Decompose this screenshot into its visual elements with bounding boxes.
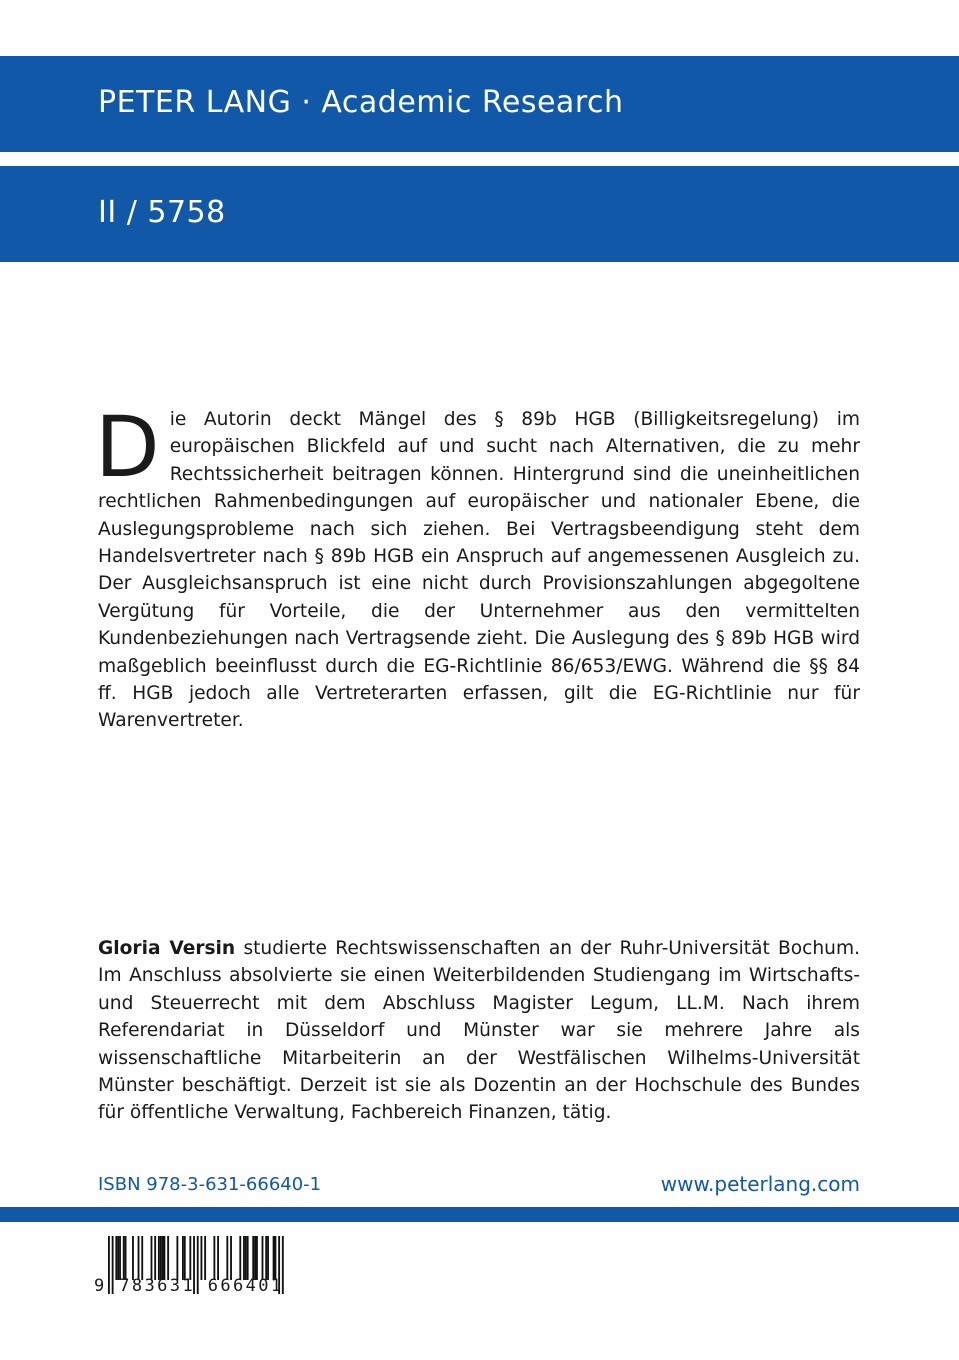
- barcode-bar: [247, 1236, 249, 1280]
- publisher-title: PETER LANG · Academic Research: [98, 85, 624, 120]
- barcode-bar: [204, 1236, 206, 1280]
- barcode-bar: [141, 1236, 143, 1280]
- publisher-banner: [0, 56, 959, 152]
- barcode-bar: [119, 1236, 121, 1280]
- drop-cap: D: [95, 398, 160, 496]
- barcode-bar: [217, 1236, 219, 1280]
- barcode-bar: [160, 1236, 162, 1280]
- barcode-bar: [213, 1236, 215, 1280]
- barcode-bar: [239, 1236, 241, 1280]
- barcode-bar: [265, 1236, 267, 1280]
- barcode-bar: [123, 1236, 125, 1280]
- barcode-bar: [167, 1236, 169, 1280]
- barcode-bar: [151, 1236, 153, 1280]
- barcode-bar: [158, 1236, 160, 1280]
- description-text: ie Autorin deckt Mängel des § 89b HGB (Billigkeitsregelung) im europäischen Blickfeld auf und sucht nach Alternativen, die zu mehr Rechtssicherheit beitragen können. Hintergrund sind die uneinheitlichen rechtlichen Rahmenbedingungen auf europäischer und nationaler Ebene, die Auslegungsprobleme nach sich ziehen. Bei Vertragsbeendigung steht dem Handelsvertreter nach § 89b HGB ein Anspruch auf angemessenen Ausgleich zu. Der Ausgleichsanspruch ist eine nicht durch Provisionszahlungen abgegoltene Vergütung für Vorteile, die der Unternehmer aus den vermittelten Kundenbeziehungen nach Vertragsende zieht. Die Auslegung des § 89b HGB wird maßgeblich beeinflusst durch die EG-Richtlinie 86/653/EWG. Während die §§ 84 ff. HGB jedoch alle Vertreterarten erfassen, gilt die EG-Richtlinie nur für Warenvertreter.: [98, 409, 860, 732]
- barcode-digits: 9 783631 666401: [94, 1276, 284, 1296]
- barcode-bar: [267, 1236, 269, 1280]
- barcode-bar: [262, 1236, 264, 1280]
- barcode-bar: [256, 1236, 258, 1280]
- barcode-bar: [125, 1236, 127, 1280]
- series-banner: [0, 166, 959, 262]
- book-description: [95, 398, 860, 735]
- website-link[interactable]: www.peterlang.com: [660, 1172, 860, 1196]
- barcode-bar: [138, 1236, 140, 1280]
- barcode-bar: [273, 1236, 275, 1280]
- barcode-bar: [162, 1236, 164, 1280]
- barcode-bar: [275, 1236, 277, 1280]
- barcode-bar: [164, 1236, 166, 1280]
- footer-rule: [0, 1207, 959, 1222]
- barcode-bar: [182, 1236, 184, 1280]
- isbn-label: ISBN 978-3-631-66640-1: [98, 1174, 322, 1195]
- barcode-bar: [201, 1236, 203, 1280]
- barcode-bar: [226, 1236, 228, 1280]
- author-bio: [98, 935, 860, 1127]
- barcode-bar: [254, 1236, 256, 1280]
- barcode-bar: [189, 1236, 191, 1280]
- barcode-bar: [115, 1236, 117, 1280]
- author-name: Gloria Versin: [98, 938, 236, 959]
- barcode-bar: [184, 1236, 186, 1280]
- barcode-bar: [154, 1236, 156, 1280]
- barcode-bar: [176, 1236, 178, 1280]
- barcode-bar: [230, 1236, 232, 1280]
- barcode-bar: [252, 1236, 254, 1280]
- barcode-bar: [132, 1236, 134, 1280]
- barcode-bar: [243, 1236, 245, 1280]
- author-bio-text: studierte Rechtswissenschaften an der Ruhr-Universität Bochum. Im Anschluss absolvierte sie einen Weiterbildenden Studiengang im Wirtschafts- und Steuerrecht mit dem Abschluss Magister Legum, LL.M. Nach ihrem Referendariat in Düsseldorf und Münster war sie mehrere Jahre als wissenschaftliche Mitarbeiterin an der Westfälischen Wilhelms-Universität Münster beschäftigt. Derzeit ist sie als Dozentin an der Hochschule des Bundes für öffentliche Verwaltung, Fachbereich Finanzen, tätig.: [98, 938, 860, 1124]
- barcode-bar: [117, 1236, 119, 1280]
- series-number: II / 5758: [98, 195, 226, 230]
- barcode: [94, 1236, 294, 1302]
- barcode-bar: [245, 1236, 247, 1280]
